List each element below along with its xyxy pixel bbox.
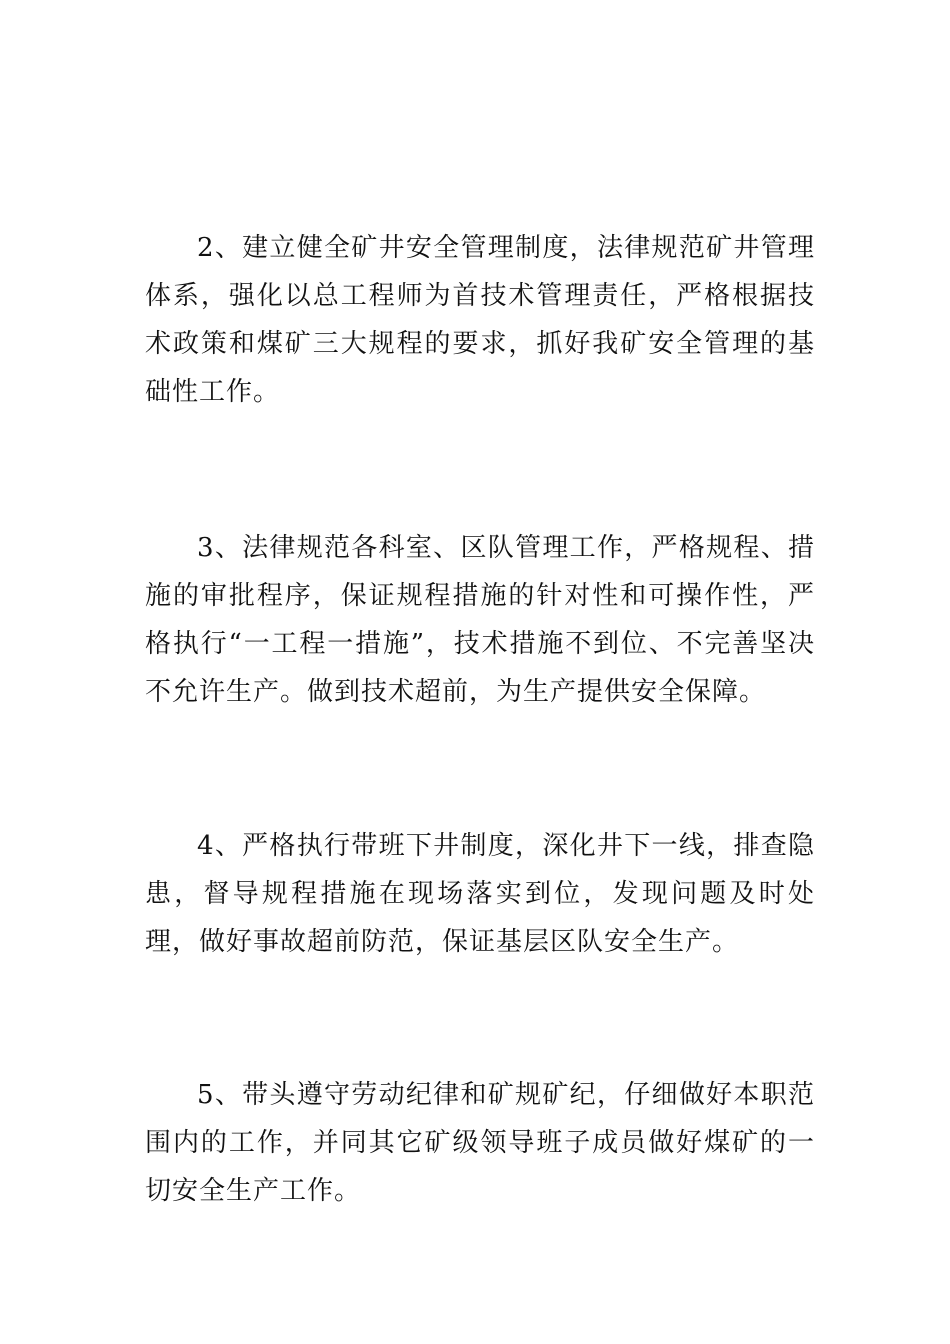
paragraph-5: 5、带头遵守劳动纪律和矿规矿纪，仔细做好本职范围内的工作，并同其它矿级领导班子成员做好煤矿的一切安全生产工作。	[145, 1080, 815, 1206]
paragraph-3: 3、法律规范各科室、区队管理工作，严格规程、措施的审批程序，保证规程措施的针对性和可操作性，严格执行“一工程一措施”，技术措施不到位、不完善坚决不允许生产。做到技术超前，为生产提供安全保障。	[145, 533, 815, 707]
paragraph-4: 4、严格执行带班下井制度，深化井下一线，排查隐患，督导规程措施在现场落实到位，发现问题及时处理，做好事故超前防范，保证基层区队安全生产。	[145, 831, 815, 957]
paragraph-2: 2、建立健全矿井安全管理制度，法律规范矿井管理体系，强化以总工程师为首技术管理责任，严格根据技术政策和煤矿三大规程的要求，抓好我矿安全管理的基础性工作。	[145, 233, 815, 407]
